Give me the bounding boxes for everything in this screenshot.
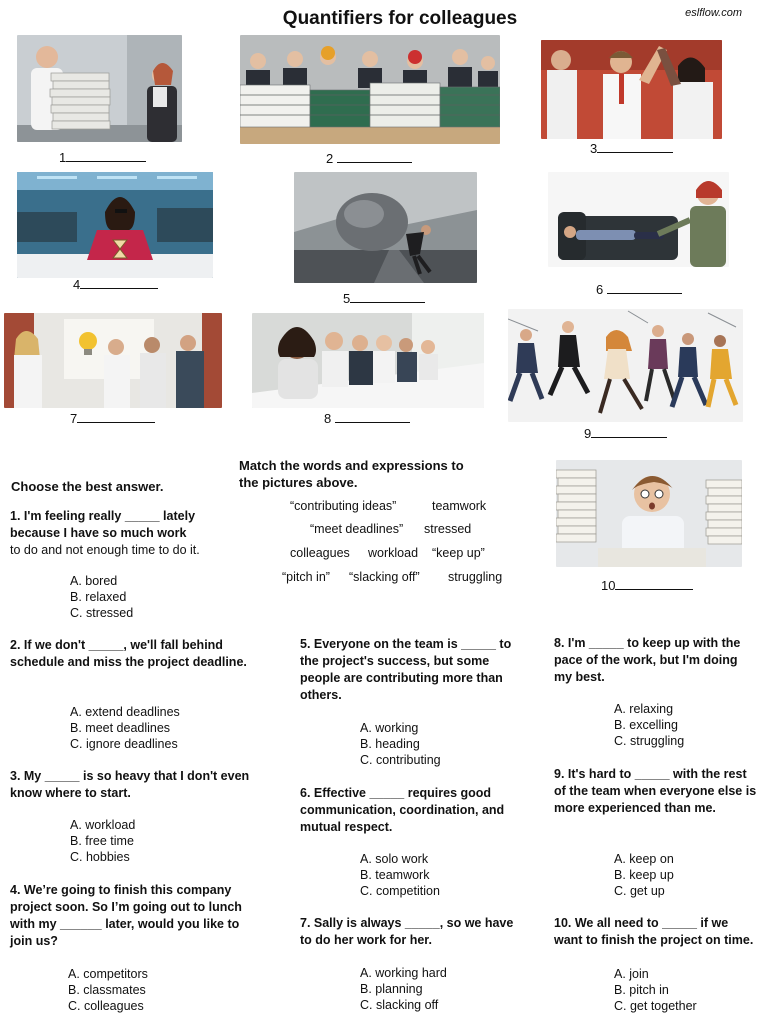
question-5: 5. Everyone on the team is _____ to the project's success, but some people are contributing more than others. [300,637,512,702]
picture-label-9: 9 [584,425,667,441]
question-6-options [360,851,440,899]
question-7-options [360,965,447,1013]
option[interactable]: C. get up [614,884,665,898]
word-bank-item: teamwork [432,499,487,513]
question-10-options [614,966,697,1014]
option[interactable]: C. get together [614,999,697,1013]
option[interactable]: C. hobbies [70,850,130,864]
option[interactable]: B. keep up [614,868,674,882]
question-9-options [614,851,674,899]
option[interactable]: C. colleagues [68,999,144,1013]
picture-8 [252,313,484,408]
option[interactable]: C. slacking off [360,998,439,1012]
picture-9 [508,309,743,422]
option[interactable]: A. working hard [360,966,447,980]
option[interactable]: C. struggling [614,734,685,748]
picture-label-6: 6 [596,281,682,297]
picture-7 [4,313,222,408]
question-4: 4. We’re going to finish this company project soon. So I’m going out to lunch with my ______ later, would you like to join us? [10,883,242,948]
option[interactable]: A. competitors [68,967,148,981]
question-1-options [70,573,133,621]
word-bank-item: struggling [448,570,503,584]
option[interactable]: C. contributing [360,753,441,767]
question-3-options [70,817,135,865]
picture-label-7: 7 [70,410,155,426]
option[interactable]: A. workload [70,818,136,832]
option[interactable]: B. heading [360,737,420,751]
picture-3 [541,40,722,139]
option[interactable]: A. relaxing [614,702,674,716]
question-4-options [68,966,148,1014]
picture-label-4: 4 [73,276,158,292]
question-1: 1. I'm feeling really _____ lately because I have so much work to do and not enough time to do it. [10,509,200,557]
question-2-options [70,704,180,752]
word-bank-item: “pitch in” [282,570,330,584]
option[interactable]: C. competition [360,884,440,898]
word-bank-item: “slacking off” [349,570,420,584]
picture-4 [17,172,213,278]
word-bank-item: “contributing ideas” [290,499,397,513]
question-8-options [614,701,684,749]
word-bank-item: colleagues [290,546,350,560]
question-7: 7. Sally is always _____, so we have to do her work for her. [300,916,514,947]
picture-label-5: 5 [343,290,425,306]
option[interactable]: B. relaxed [70,590,127,604]
picture-10 [556,460,742,567]
option[interactable]: B. pitch in [614,983,669,997]
option[interactable]: B. meet deadlines [70,721,171,735]
option[interactable]: B. teamwork [360,868,430,882]
option[interactable]: B. classmates [68,983,146,997]
question-9: 9. It's hard to _____ with the rest of the team when everyone else is more experienced than me. [554,767,757,815]
question-2: 2. If we don't _____, we'll fall behind schedule and miss the project deadline. [10,638,247,669]
word-bank-item: “meet deadlines” [310,522,404,536]
picture-5 [294,172,477,283]
option[interactable]: A. extend deadlines [70,705,180,719]
option[interactable]: B. free time [70,834,134,848]
picture-label-1: 1 [59,149,146,165]
option[interactable]: A. working [360,721,419,735]
question-8: 8. I'm _____ to keep up with the pace of the work, but I'm doing my best. [554,636,741,684]
page-title: Quantifiers for colleagues [282,8,518,29]
option[interactable]: B. excelling [614,718,678,732]
choose-instruction: Choose the best answer. [11,479,164,494]
picture-label-10: 10 [601,577,693,593]
word-bank-item: workload [368,546,419,560]
question-6: 6. Effective _____ requires good communication, coordination, and mutual respect. [300,786,505,834]
match-instruction: Match the words and expressions to the pictures above. [239,458,464,490]
option[interactable]: A. bored [70,574,118,588]
site-name: eslflow.com [685,7,742,19]
picture-label-8: 8 [324,410,410,426]
question-5-options [360,720,441,768]
option[interactable]: C. stressed [70,606,134,620]
question-3: 3. My _____ is so heavy that I don't even know where to start. [10,769,250,800]
picture-label-2: 2 [326,150,412,166]
option[interactable]: A. solo work [360,852,429,866]
picture-2 [240,35,500,144]
option[interactable]: A. join [614,967,649,981]
picture-6 [548,172,729,267]
word-bank-item: stressed [424,522,472,536]
option[interactable]: B. planning [360,982,423,996]
word-bank-item: “keep up” [432,546,485,560]
option[interactable]: A. keep on [614,852,674,866]
picture-label-3: 3 [590,140,673,156]
question-10: 10. We all need to _____ if we want to finish the project on time. [554,916,754,947]
option[interactable]: C. ignore deadlines [70,737,178,751]
picture-1 [17,35,182,142]
